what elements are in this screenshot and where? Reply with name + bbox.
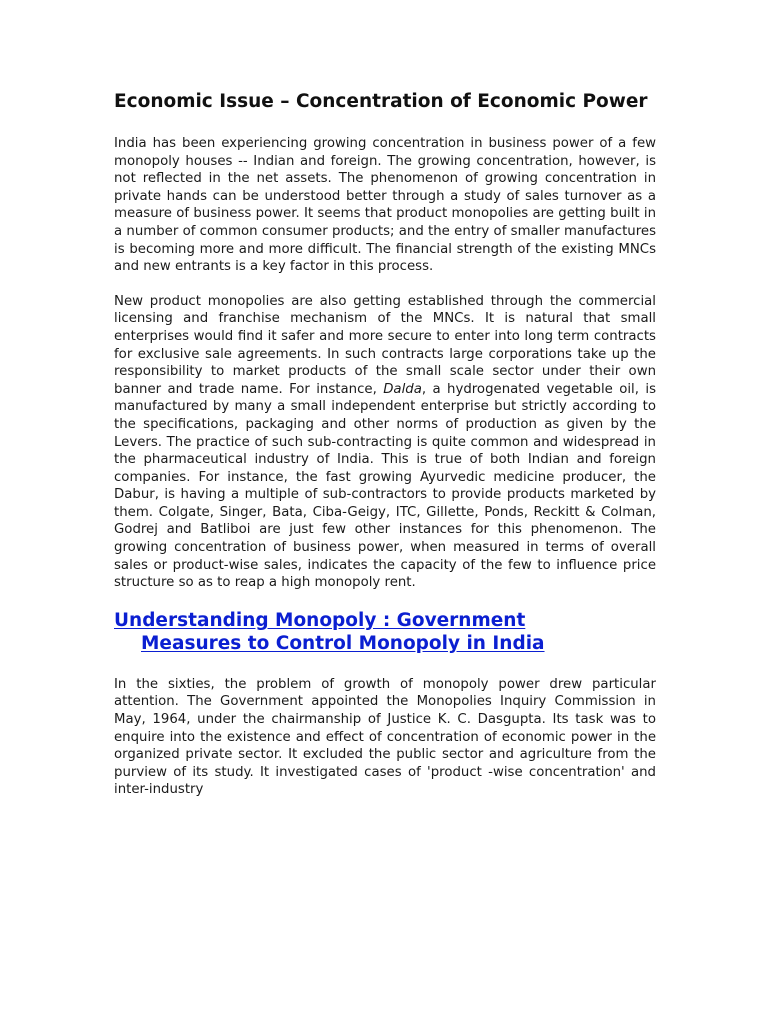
paragraph-concentration: India has been experiencing growing concentration in business power of a few monopoly houses -- Indian and foreign. The growing concentration, however, is not reflected in the net assets. The phenomenon of growing concentration in private hands can be understood better through a study of sales turnover as a measure of business power. It seems that product monopolies are getting built in a number of common consumer products; and the entry of smaller manufactures is becoming more and more difficult. The financial strength of the existing MNCs and new entrants is a key factor in this process. bbox=[114, 136, 656, 275]
paragraph-text: New product monopolies are also getting established through the commercial licensing and franchise mechanism of the MNCs. It is natural that small enterprises would find it safer and more secure to enter into long term contracts for exclusive sale agreements. In such contracts large corporations take up the responsibility to market products of the small scale sector under their own banner and trade name. For instance, bbox=[114, 293, 656, 397]
document-title: Economic Issue – Concentration of Economic Power bbox=[114, 91, 648, 112]
dalda-brand-name: Dalda bbox=[383, 381, 422, 397]
paragraph-text: , a hydrogenated vegetable oil, is manufactured by many a small independent enterprise but strictly according to the specifications, packaging and other norms of production as given by the Levers. The practice of such sub-contracting is quite common and widespread in the pharmaceutical industry of India. This is true of both Indian and foreign companies. For instance, the fast growing Ayurvedic medicine producer, the Dabur, is having a multiple of sub-contractors to provide products marketed by them. Colgate, Singer, Bata, Ciba-Geigy, ITC, Gillette, Ponds, Reckitt & Colman, Godrej and Batliboi are just few other instances for this phenomenon. The growing concentration of business power, when measured in terms of overall sales or product-wise sales, indicates the capacity of the few to influence price structure so as to reap a high monopoly rent. bbox=[114, 381, 656, 591]
document-page bbox=[114, 90, 656, 816]
section-heading-understanding-monopoly bbox=[114, 609, 656, 655]
paragraph-product-monopolies bbox=[114, 293, 656, 592]
section-heading-line2: Measures to Control Monopoly in India bbox=[141, 632, 545, 654]
paragraph-sixties: In the sixties, the problem of growth of monopoly power drew particular attention. The Government appointed the Monopolies Inquiry Commission in May, 1964, under the chairmanship of Justice K. C. Dasgupta. Its task was to enquire into the existence and effect of concentration of economic power in the organized private sector. It excluded the public sector and agriculture from the purview of its study. It investigated cases of 'product -wise concentration' and inter-industry bbox=[114, 676, 656, 798]
section-heading-link[interactable] bbox=[114, 609, 656, 655]
section-heading-line1: Understanding Monopoly : Government bbox=[114, 609, 526, 631]
